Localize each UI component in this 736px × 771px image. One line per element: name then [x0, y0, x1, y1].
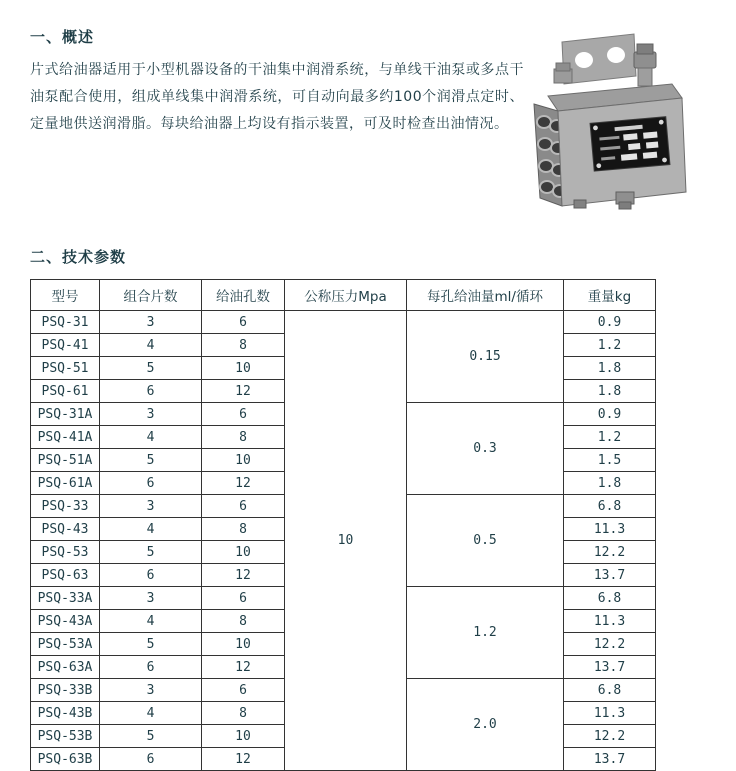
cell-weight: 0.9	[564, 311, 656, 334]
cell-plate-count: 3	[100, 679, 202, 702]
cell-hole-count: 6	[202, 311, 285, 334]
cell-plate-count: 6	[100, 748, 202, 771]
cell-plate-count: 5	[100, 357, 202, 380]
cell-hole-count: 12	[202, 564, 285, 587]
cell-plate-count: 3	[100, 403, 202, 426]
column-header: 组合片数	[100, 280, 202, 311]
cell-hole-count: 12	[202, 380, 285, 403]
cell-plate-count: 4	[100, 334, 202, 357]
cell-model: PSQ-51	[31, 357, 100, 380]
cell-plate-count: 3	[100, 495, 202, 518]
cell-weight: 1.8	[564, 380, 656, 403]
nameplate	[590, 117, 670, 171]
column-header: 型号	[31, 280, 100, 311]
cell-model: PSQ-61A	[31, 472, 100, 495]
table-row	[31, 311, 656, 334]
cell-plate-count: 5	[100, 725, 202, 748]
cell-model: PSQ-41A	[31, 426, 100, 449]
oil-feeder-illustration	[524, 14, 696, 214]
cell-hole-count: 12	[202, 656, 285, 679]
cell-model: PSQ-53A	[31, 633, 100, 656]
cell-plate-count: 6	[100, 380, 202, 403]
overview-section	[30, 26, 708, 218]
cell-plate-count: 4	[100, 702, 202, 725]
cell-weight: 0.9	[564, 403, 656, 426]
cell-weight: 11.3	[564, 518, 656, 541]
cell-plate-count: 5	[100, 449, 202, 472]
overview-paragraph: 片式给油器适用于小型机器设备的干油集中润滑系统，与单线干油泵或多点干油泵配合使用，组成单线集中润滑系统，可自动向最多约100个润滑点定时、定量地供送润滑脂。每块给油器上均设有指示装置，可及时检查出油情况。	[30, 62, 524, 132]
cell-weight: 1.2	[564, 426, 656, 449]
cell-hole-count: 8	[202, 518, 285, 541]
mounting-bracket-shape	[562, 34, 636, 84]
cell-hole-count: 6	[202, 495, 285, 518]
cell-model: PSQ-31	[31, 311, 100, 334]
left-bolt-shape	[554, 63, 572, 83]
cell-weight: 6.8	[564, 587, 656, 610]
cell-plate-count: 5	[100, 541, 202, 564]
cell-plate-count: 3	[100, 311, 202, 334]
cell-model: PSQ-61	[31, 380, 100, 403]
cell-oil-per-hole: 0.15	[407, 311, 564, 403]
cell-weight: 6.8	[564, 495, 656, 518]
cell-weight: 13.7	[564, 564, 656, 587]
cell-model: PSQ-53	[31, 541, 100, 564]
cell-weight: 11.3	[564, 702, 656, 725]
column-header: 重量kg	[564, 280, 656, 311]
cell-weight: 1.8	[564, 357, 656, 380]
cell-plate-count: 6	[100, 564, 202, 587]
table-header-row	[31, 280, 656, 311]
cell-plate-count: 4	[100, 426, 202, 449]
cell-weight: 12.2	[564, 541, 656, 564]
product-photo	[524, 14, 696, 214]
cell-model: PSQ-33	[31, 495, 100, 518]
overview-heading: 一、概述	[30, 28, 95, 46]
cell-model: PSQ-43A	[31, 610, 100, 633]
cell-hole-count: 10	[202, 449, 285, 472]
cell-plate-count: 3	[100, 587, 202, 610]
cell-hole-count: 10	[202, 541, 285, 564]
cell-hole-count: 10	[202, 633, 285, 656]
cell-weight: 13.7	[564, 656, 656, 679]
cell-hole-count: 12	[202, 748, 285, 771]
column-header: 给油孔数	[202, 280, 285, 311]
cell-hole-count: 8	[202, 702, 285, 725]
cell-hole-count: 10	[202, 725, 285, 748]
cell-plate-count: 6	[100, 472, 202, 495]
cell-weight: 6.8	[564, 679, 656, 702]
cell-hole-count: 10	[202, 357, 285, 380]
cell-model: PSQ-31A	[31, 403, 100, 426]
specs-heading: 二、技术参数	[30, 248, 127, 266]
cell-model: PSQ-33B	[31, 679, 100, 702]
cell-hole-count: 6	[202, 679, 285, 702]
cell-weight: 1.8	[564, 472, 656, 495]
cell-weight: 13.7	[564, 748, 656, 771]
center-fitting-shape	[634, 44, 656, 86]
cell-model: PSQ-63A	[31, 656, 100, 679]
cell-oil-per-hole: 1.2	[407, 587, 564, 679]
cell-pressure: 10	[285, 311, 407, 771]
cell-hole-count: 8	[202, 334, 285, 357]
cell-oil-per-hole: 0.5	[407, 495, 564, 587]
cell-hole-count: 6	[202, 403, 285, 426]
cell-weight: 11.3	[564, 610, 656, 633]
cell-oil-per-hole: 2.0	[407, 679, 564, 771]
cell-model: PSQ-33A	[31, 587, 100, 610]
cell-model: PSQ-43B	[31, 702, 100, 725]
cell-plate-count: 4	[100, 610, 202, 633]
cell-model: PSQ-63B	[31, 748, 100, 771]
cell-hole-count: 8	[202, 426, 285, 449]
cell-weight: 1.5	[564, 449, 656, 472]
specs-table	[30, 279, 656, 771]
cell-weight: 12.2	[564, 725, 656, 748]
specs-section	[30, 246, 708, 771]
cell-hole-count: 12	[202, 472, 285, 495]
cell-model: PSQ-51A	[31, 449, 100, 472]
cell-plate-count: 4	[100, 518, 202, 541]
cell-plate-count: 5	[100, 633, 202, 656]
cell-model: PSQ-43	[31, 518, 100, 541]
cell-weight: 1.2	[564, 334, 656, 357]
cell-hole-count: 6	[202, 587, 285, 610]
column-header: 公称压力Mpa	[285, 280, 407, 311]
column-header: 每孔给油量ml/循环	[407, 280, 564, 311]
cell-model: PSQ-63	[31, 564, 100, 587]
cell-hole-count: 8	[202, 610, 285, 633]
cell-weight: 12.2	[564, 633, 656, 656]
cell-oil-per-hole: 0.3	[407, 403, 564, 495]
cell-model: PSQ-41	[31, 334, 100, 357]
cell-model: PSQ-53B	[31, 725, 100, 748]
cell-plate-count: 6	[100, 656, 202, 679]
